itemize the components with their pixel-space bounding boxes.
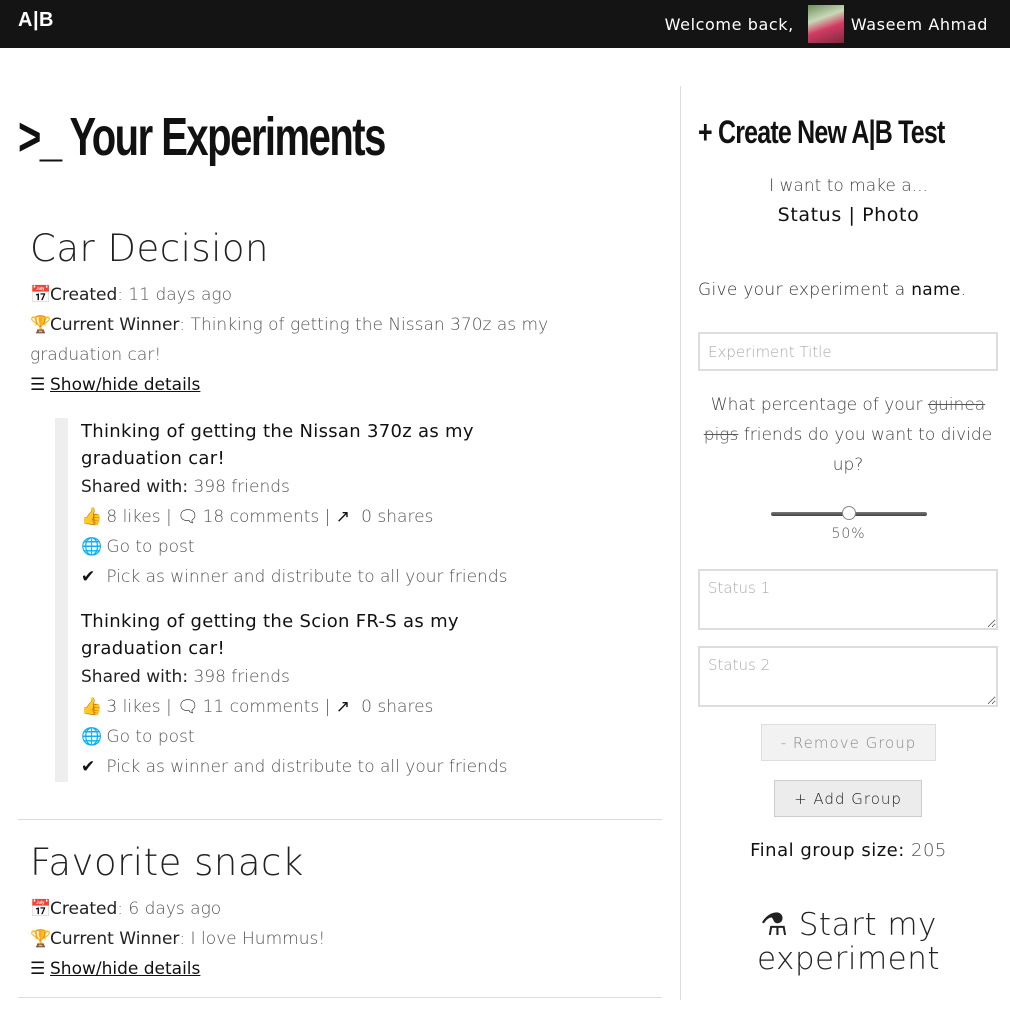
question-struck-text: guinea pigs bbox=[703, 395, 986, 445]
variant-text: Thinking of getting the Scion FR-S as my graduation car! bbox=[81, 611, 459, 659]
shares-count: 0 shares bbox=[355, 507, 434, 527]
share-icon: ↗ bbox=[335, 697, 351, 717]
thumbs-up-icon: 👍 bbox=[81, 697, 103, 717]
stats-row bbox=[81, 692, 662, 722]
likes-count: 8 likes | bbox=[101, 507, 178, 527]
experiment-card bbox=[18, 838, 662, 984]
likes-count: 3 likes | bbox=[101, 697, 178, 717]
start-line-1: Start my bbox=[798, 907, 937, 943]
shared-value: 398 friends bbox=[188, 477, 290, 497]
percentage-question bbox=[698, 390, 998, 480]
start-line-2: experiment bbox=[756, 941, 941, 977]
winner-value: : I love Hummus! bbox=[179, 929, 326, 949]
variant-item bbox=[81, 418, 662, 592]
globe-icon: 🌐 bbox=[81, 537, 103, 557]
comments-count: 11 comments | bbox=[197, 697, 336, 717]
created-value: : 11 days ago bbox=[117, 285, 232, 305]
created-row bbox=[30, 894, 662, 924]
shared-row bbox=[81, 662, 662, 692]
list-icon: ☰ bbox=[30, 959, 46, 979]
status-1-field[interactable] bbox=[698, 569, 998, 630]
brand-logo[interactable]: A|B bbox=[18, 9, 54, 31]
name-prompt-text: Give your experiment a bbox=[698, 280, 912, 300]
shares-count: 0 shares bbox=[355, 697, 434, 717]
welcome-text: Welcome back, bbox=[664, 14, 794, 34]
group-size-label: Final group size: bbox=[750, 840, 905, 861]
group-size-value: 205 bbox=[904, 840, 947, 861]
pick-winner-link[interactable] bbox=[81, 562, 662, 592]
remove-group-button[interactable]: - Remove Group bbox=[761, 724, 936, 761]
experiment-name: Favorite snack bbox=[30, 841, 304, 884]
variant-item bbox=[81, 608, 662, 782]
slider-value: 50% bbox=[831, 526, 866, 542]
status-type-option[interactable]: Status bbox=[777, 204, 842, 226]
shared-label: Shared with: bbox=[81, 477, 189, 497]
globe-icon: 🌐 bbox=[81, 727, 103, 747]
create-test-title: + Create New A|B Test bbox=[698, 114, 945, 150]
variant-text: Thinking of getting the Nissan 370z as my graduation car! bbox=[81, 421, 474, 469]
go-to-post-label: Go to post bbox=[101, 537, 195, 557]
comments-count: 18 comments | bbox=[197, 507, 336, 527]
experiment-title-input[interactable] bbox=[698, 332, 998, 371]
type-separator: | bbox=[841, 204, 863, 226]
trophy-icon: 🏆 bbox=[30, 315, 52, 335]
group-size bbox=[681, 840, 1010, 861]
experiment-divider bbox=[18, 819, 662, 820]
shared-label: Shared with: bbox=[81, 667, 189, 687]
details-toggle-row bbox=[30, 954, 662, 984]
pick-winner-label: Pick as winner and distribute to all your friends bbox=[101, 757, 508, 777]
winner-value: : Thinking of getting the Nissan 370z as my graduation car! bbox=[30, 315, 549, 365]
photo-type-option[interactable]: Photo bbox=[862, 204, 920, 226]
created-label: Created bbox=[50, 285, 118, 305]
question-suffix: friends do you want to divide up? bbox=[738, 425, 993, 475]
slider-handle[interactable] bbox=[842, 506, 856, 520]
pick-winner-label: Pick as winner and distribute to all your friends bbox=[101, 567, 508, 587]
top-navbar bbox=[0, 0, 1010, 48]
name-prompt-suffix: . bbox=[960, 280, 967, 300]
created-value: : 6 days ago bbox=[117, 899, 222, 919]
variants-list bbox=[55, 418, 662, 782]
start-experiment-button[interactable] bbox=[681, 908, 1010, 976]
name-prompt bbox=[698, 280, 966, 300]
details-toggle-row bbox=[30, 370, 662, 400]
question-text: What percentage of your bbox=[710, 395, 928, 415]
check-icon: ✔ bbox=[81, 567, 96, 587]
type-choice bbox=[681, 204, 1010, 226]
winner-label: Current Winner bbox=[50, 315, 180, 335]
share-icon: ↗ bbox=[335, 507, 351, 527]
calendar-icon: 📅 bbox=[30, 899, 52, 919]
go-to-post-label: Go to post bbox=[101, 727, 195, 747]
name-prompt-bold: name bbox=[911, 280, 961, 300]
show-hide-details-link[interactable]: Show/hide details bbox=[50, 959, 201, 979]
experiment-divider bbox=[18, 997, 662, 998]
experiment-card bbox=[18, 224, 662, 782]
go-to-post-link[interactable] bbox=[81, 532, 662, 562]
username[interactable]: Waseem Ahmad bbox=[850, 14, 988, 34]
experiment-name: Car Decision bbox=[30, 227, 270, 270]
flask-icon: ⚗ bbox=[760, 907, 789, 943]
winner-label: Current Winner bbox=[50, 929, 180, 949]
created-label: Created bbox=[50, 899, 118, 919]
shared-value: 398 friends bbox=[188, 667, 290, 687]
stats-row bbox=[81, 502, 662, 532]
created-row bbox=[30, 280, 662, 310]
add-group-button[interactable]: + Add Group bbox=[774, 780, 922, 817]
trophy-icon: 🏆 bbox=[30, 929, 52, 949]
show-hide-details-link[interactable]: Show/hide details bbox=[50, 375, 201, 395]
comments-icon: 🗨 bbox=[177, 507, 199, 527]
welcome-area bbox=[665, 0, 988, 48]
shared-row bbox=[81, 472, 662, 502]
page-title: >_ Your Experiments bbox=[18, 107, 385, 167]
winner-row bbox=[30, 924, 662, 954]
want-text: I want to make a... bbox=[769, 176, 928, 196]
status-2-field[interactable] bbox=[698, 646, 998, 707]
list-icon: ☰ bbox=[30, 375, 46, 395]
winner-row bbox=[30, 310, 590, 370]
pick-winner-link[interactable] bbox=[81, 752, 662, 782]
avatar[interactable] bbox=[808, 5, 844, 43]
create-test-panel bbox=[681, 48, 1010, 1024]
check-icon: ✔ bbox=[81, 757, 96, 777]
thumbs-up-icon: 👍 bbox=[81, 507, 103, 527]
comments-icon: 🗨 bbox=[177, 697, 199, 717]
go-to-post-link[interactable] bbox=[81, 722, 662, 752]
calendar-icon: 📅 bbox=[30, 285, 52, 305]
